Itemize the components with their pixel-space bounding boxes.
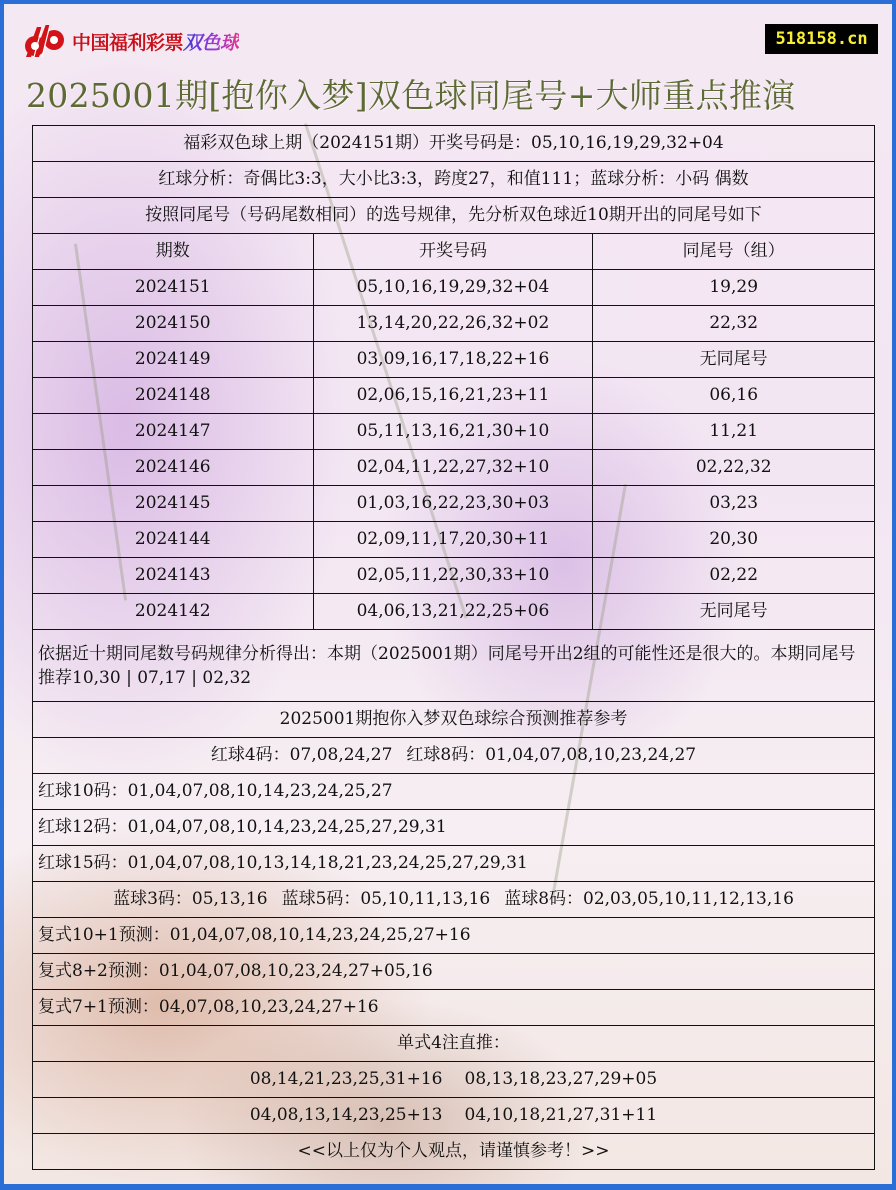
red-8-text: 红球8码：01,04,07,08,10,23,24,27	[406, 745, 697, 766]
analysis-text: 红球分析：奇偶比3:3，大小比3:3，跨度27，和值111；蓝球分析：小码 偶数	[33, 162, 875, 198]
red-4-text: 红球4码：07,08,24,27	[210, 745, 393, 766]
logo-org-text: 中国福利彩票	[72, 31, 184, 54]
disclaimer-row	[33, 1134, 875, 1170]
numbers-cell: 02,06,15,16,21,23+11	[313, 378, 593, 414]
prediction-heading-row	[33, 702, 875, 738]
period-cell: 2024147	[33, 414, 314, 450]
fushi-8-2-row	[33, 954, 875, 990]
prediction-table	[32, 125, 875, 1170]
conclusion-row	[33, 630, 875, 702]
prediction-heading: 2025001期抱你入梦双色球综合预测推荐参考	[33, 702, 875, 738]
column-header-numbers: 开奖号码	[313, 234, 593, 270]
single-heading: 单式4注直推：	[33, 1026, 875, 1062]
red-15-row	[33, 846, 875, 882]
fushi-10-1-text: 复式10+1预测：01,04,07,08,10,14,23,24,25,27+16	[33, 918, 875, 954]
conclusion-text: 依据近十期同尾数号码规律分析得出：本期（2025001期）同尾号开出2组的可能性还是很大的。本期同尾号推荐10,30 | 07,17 | 02,32	[33, 630, 875, 702]
red-10-text: 红球10码：01,04,07,08,10,14,23,24,25,27	[33, 774, 875, 810]
page-title: 2025001期[抱你入梦]双色球同尾号+大师重点推演	[26, 76, 796, 115]
intro-row	[33, 198, 875, 234]
blue-3-text: 蓝球3码：05,13,16	[113, 889, 268, 910]
table-row	[33, 594, 875, 630]
period-cell: 2024144	[33, 522, 314, 558]
blue-5-text: 蓝球5码：05,10,11,13,16	[281, 889, 491, 910]
numbers-cell: 13,14,20,22,26,32+02	[313, 306, 593, 342]
single-row	[33, 1062, 875, 1098]
fushi-10-1-row	[33, 918, 875, 954]
last-draw-row	[33, 126, 875, 162]
red-4-8-cell	[33, 738, 875, 774]
table-row	[33, 378, 875, 414]
period-cell: 2024142	[33, 594, 314, 630]
period-cell: 2024150	[33, 306, 314, 342]
period-cell: 2024146	[33, 450, 314, 486]
table-row	[33, 306, 875, 342]
same-tail-cell: 06,16	[593, 378, 875, 414]
period-cell: 2024148	[33, 378, 314, 414]
table-row	[33, 522, 875, 558]
numbers-cell: 01,03,16,22,23,30+03	[313, 486, 593, 522]
logo-text	[72, 28, 239, 55]
column-header-period: 期数	[33, 234, 314, 270]
fushi-7-1-row	[33, 990, 875, 1026]
same-tail-cell: 20,30	[593, 522, 875, 558]
numbers-cell: 04,06,13,21,22,25+06	[313, 594, 593, 630]
single-ticket: 08,13,18,23,27,29+05	[464, 1069, 658, 1090]
red-10-row	[33, 774, 875, 810]
intro-text: 按照同尾号（号码尾数相同）的选号规律，先分析双色球近10期开出的同尾号如下	[33, 198, 875, 234]
numbers-cell: 03,09,16,17,18,22+16	[313, 342, 593, 378]
red-15-text: 红球15码：01,04,07,08,10,13,14,18,21,23,24,25,27,29,31	[33, 846, 875, 882]
cwl-logo	[22, 24, 239, 58]
single-ticket: 08,14,21,23,25,31+16	[249, 1069, 443, 1090]
same-tail-cell: 22,32	[593, 306, 875, 342]
same-tail-cell: 无同尾号	[593, 594, 875, 630]
same-tail-cell: 02,22	[593, 558, 875, 594]
blue-8-text: 蓝球8码：02,03,05,10,11,12,13,16	[504, 889, 794, 910]
numbers-cell: 02,04,11,22,27,32+10	[313, 450, 593, 486]
period-cell: 2024149	[33, 342, 314, 378]
same-tail-cell: 02,22,32	[593, 450, 875, 486]
table-row	[33, 414, 875, 450]
same-tail-cell: 11,21	[593, 414, 875, 450]
column-header-same-tail: 同尾号（组）	[593, 234, 875, 270]
fushi-8-2-text: 复式8+2预测：01,04,07,08,10,23,24,27+05,16	[33, 954, 875, 990]
single-cell	[33, 1062, 875, 1098]
single-row	[33, 1098, 875, 1134]
single-ticket: 04,08,13,14,23,25+13	[249, 1105, 443, 1126]
numbers-cell: 05,10,16,19,29,32+04	[313, 270, 593, 306]
cwl-logo-icon	[22, 24, 68, 58]
period-cell: 2024151	[33, 270, 314, 306]
fushi-7-1-text: 复式7+1预测：04,07,08,10,23,24,27+16	[33, 990, 875, 1026]
red-4-8-row	[33, 738, 875, 774]
table-row	[33, 270, 875, 306]
single-cell	[33, 1098, 875, 1134]
blue-cell	[33, 882, 875, 918]
last-draw-text: 福彩双色球上期（2024151期）开奖号码是：05,10,16,19,29,32+04	[33, 126, 875, 162]
same-tail-cell: 无同尾号	[593, 342, 875, 378]
same-tail-cell: 19,29	[593, 270, 875, 306]
single-ticket: 04,10,18,21,27,31+11	[464, 1105, 658, 1126]
period-cell: 2024143	[33, 558, 314, 594]
disclaimer-text: <<以上仅为个人观点，请谨慎参考！>>	[33, 1134, 875, 1170]
site-badge[interactable]: 518158.cn	[765, 24, 878, 54]
same-tail-cell: 03,23	[593, 486, 875, 522]
period-cell: 2024145	[33, 486, 314, 522]
table-row	[33, 558, 875, 594]
single-heading-row	[33, 1026, 875, 1062]
analysis-row	[33, 162, 875, 198]
table-row	[33, 486, 875, 522]
numbers-cell: 02,05,11,22,30,33+10	[313, 558, 593, 594]
table-row	[33, 450, 875, 486]
history-header-row	[33, 234, 875, 270]
numbers-cell: 02,09,11,17,20,30+11	[313, 522, 593, 558]
red-12-text: 红球12码：01,04,07,08,10,14,23,24,25,27,29,31	[33, 810, 875, 846]
page-header	[4, 4, 892, 124]
numbers-cell: 05,11,13,16,21,30+10	[313, 414, 593, 450]
logo-game-text: 双色球	[183, 31, 239, 54]
blue-row	[33, 882, 875, 918]
red-12-row	[33, 810, 875, 846]
table-row	[33, 342, 875, 378]
